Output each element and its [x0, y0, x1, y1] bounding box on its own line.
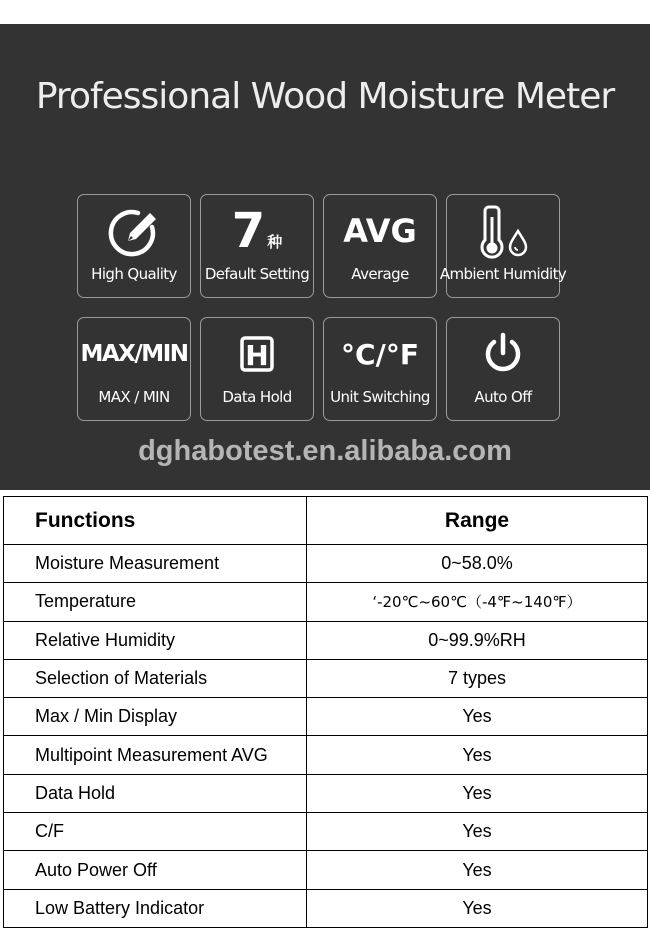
function-cell: Multipoint Measurement AVG [4, 736, 307, 774]
range-cell: Yes [307, 774, 648, 812]
function-cell: Data Hold [4, 774, 307, 812]
function-cell: Moisture Measurement [4, 545, 307, 583]
avg-text-icon: AVG [343, 212, 417, 250]
thermometer-droplet-icon [468, 203, 538, 259]
feature-caption: Unit Switching [330, 388, 430, 406]
table-row [4, 621, 648, 659]
function-cell: Auto Power Off [4, 851, 307, 889]
function-cell: Selection of Materials [4, 659, 307, 697]
feature-tile-max-min [77, 317, 191, 421]
table-row [4, 583, 648, 621]
table-row [4, 889, 648, 927]
feature-banner [0, 24, 650, 490]
hold-letter: H [245, 339, 269, 372]
spec-table [3, 496, 648, 928]
product-title: Professional Wood Moisture Meter [35, 76, 615, 117]
feature-tile-auto-off [446, 317, 560, 421]
range-cell: 0~99.9%RH [307, 621, 648, 659]
feature-caption: High Quality [91, 265, 177, 283]
table-header-row [4, 497, 648, 545]
feature-caption: Ambient Humidity [439, 265, 567, 283]
table-row [4, 698, 648, 736]
feature-caption: Default Setting [204, 265, 310, 283]
feature-caption: MAX / MIN [98, 388, 170, 406]
range-cell: Yes [307, 851, 648, 889]
table-row [4, 545, 648, 583]
feature-tile-ambient-humidity [439, 194, 567, 298]
range-cell: Yes [307, 889, 648, 927]
table-row [4, 851, 648, 889]
column-header-functions: Functions [4, 497, 307, 545]
function-cell: Max / Min Display [4, 698, 307, 736]
table-row [4, 736, 648, 774]
range-cell: Yes [307, 736, 648, 774]
feature-tile-data-hold [200, 317, 314, 421]
table-row [4, 659, 648, 697]
max-min-text-icon: MAX/MIN [80, 341, 188, 367]
column-header-range: Range [307, 497, 648, 545]
feature-tile-average [323, 194, 437, 298]
function-cell: Low Battery Indicator [4, 889, 307, 927]
range-cell: Yes [307, 698, 648, 736]
feature-caption: Data Hold [222, 388, 292, 406]
feature-caption: Auto Off [474, 388, 532, 406]
feature-tile-unit-switching [323, 317, 437, 421]
range-cell: 7 types [307, 659, 648, 697]
function-cell: C/F [4, 813, 307, 851]
website-url: dghabotest.en.alibaba.com [138, 435, 512, 467]
seven-count-icon: 7 种 [231, 203, 283, 259]
table-row [4, 813, 648, 851]
range-cell: ‘-20℃~60℃（-4℉~140℉） [307, 583, 648, 621]
function-cell: Temperature [4, 583, 307, 621]
hold-h-icon [240, 336, 274, 372]
table-row [4, 774, 648, 812]
feature-tile-default-setting [200, 194, 314, 298]
range-cell: 0~58.0% [307, 545, 648, 583]
feature-tile-high-quality [77, 194, 191, 298]
range-cell: Yes [307, 813, 648, 851]
pen-check-icon [104, 205, 164, 257]
celsius-fahrenheit-icon: °C/°F [341, 337, 419, 371]
feature-caption: Average [351, 265, 409, 283]
function-cell: Relative Humidity [4, 621, 307, 659]
power-icon [481, 331, 525, 377]
